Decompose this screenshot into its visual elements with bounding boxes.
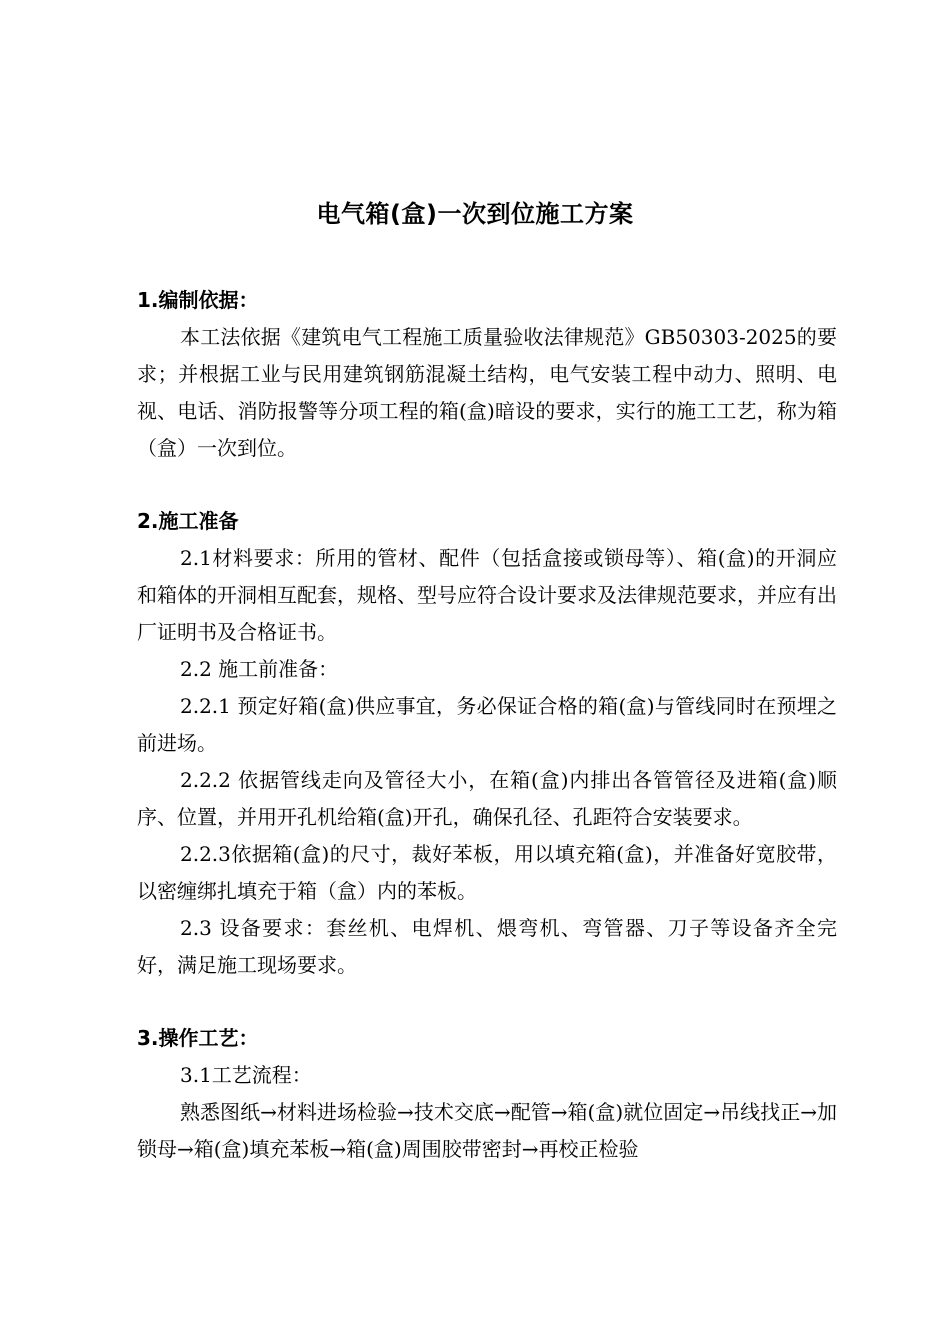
paragraph: 2.2.2 依据管线走向及管径大小，在箱(盒)内排出各管管径及进箱(盒)顺序、位置，并用开孔机给箱(盒)开孔，确保孔径、孔距符合安装要求。 (137, 768, 837, 829)
section-heading: 2.施工准备 (137, 509, 239, 533)
paragraph: 2.2.3依据箱(盒)的尺寸，裁好苯板，用以填充箱(盒)，并准备好宽胶带，以密缠绑扎填充于箱（盒）内的苯板。 (137, 842, 837, 903)
paragraph: 3.1工艺流程： (180, 1063, 312, 1087)
section-3 (137, 1020, 837, 1168)
paragraph: 2.2.1 预定好箱(盒)供应事宜，务必保证合格的箱(盒)与管线同时在预埋之前进场。 (137, 694, 837, 755)
section-heading: 3.操作工艺： (137, 1026, 259, 1050)
document-title: 电气箱(盒)一次到位施工方案 (316, 200, 634, 228)
section-1 (137, 282, 837, 467)
paragraph: 2.3 设备要求：套丝机、电焊机、煨弯机、弯管器、刀子等设备齐全完好，满足施工现场要求。 (137, 916, 837, 977)
document-body (137, 282, 837, 1168)
section-2 (137, 503, 837, 984)
paragraph: 熟悉图纸→材料进场检验→技术交底→配管→箱(盒)就位固定→吊线找正→加锁母→箱(盒)填充苯板→箱(盒)周围胶带密封→再校正检验 (137, 1100, 837, 1161)
paragraph: 本工法依据《建筑电气工程施工质量验收法律规范》GB50303-2025的要求；并根据工业与民用建筑钢筋混凝土结构，电气安装工程中动力、照明、电视、电话、消防报警等分项工程的箱(盒)暗设的要求，实行的施工工艺，称为箱（盒）一次到位。 (137, 325, 837, 460)
section-heading: 1.编制依据： (137, 288, 259, 312)
section-spacer (137, 467, 837, 503)
paragraph: 2.1材料要求：所用的管材、配件（包括盒接或锁母等）、箱(盒)的开洞应和箱体的开洞相互配套，规格、型号应符合设计要求及法律规范要求，并应有出厂证明书及合格证书。 (137, 546, 837, 644)
paragraph: 2.2 施工前准备： (180, 657, 339, 681)
section-spacer (137, 984, 837, 1020)
